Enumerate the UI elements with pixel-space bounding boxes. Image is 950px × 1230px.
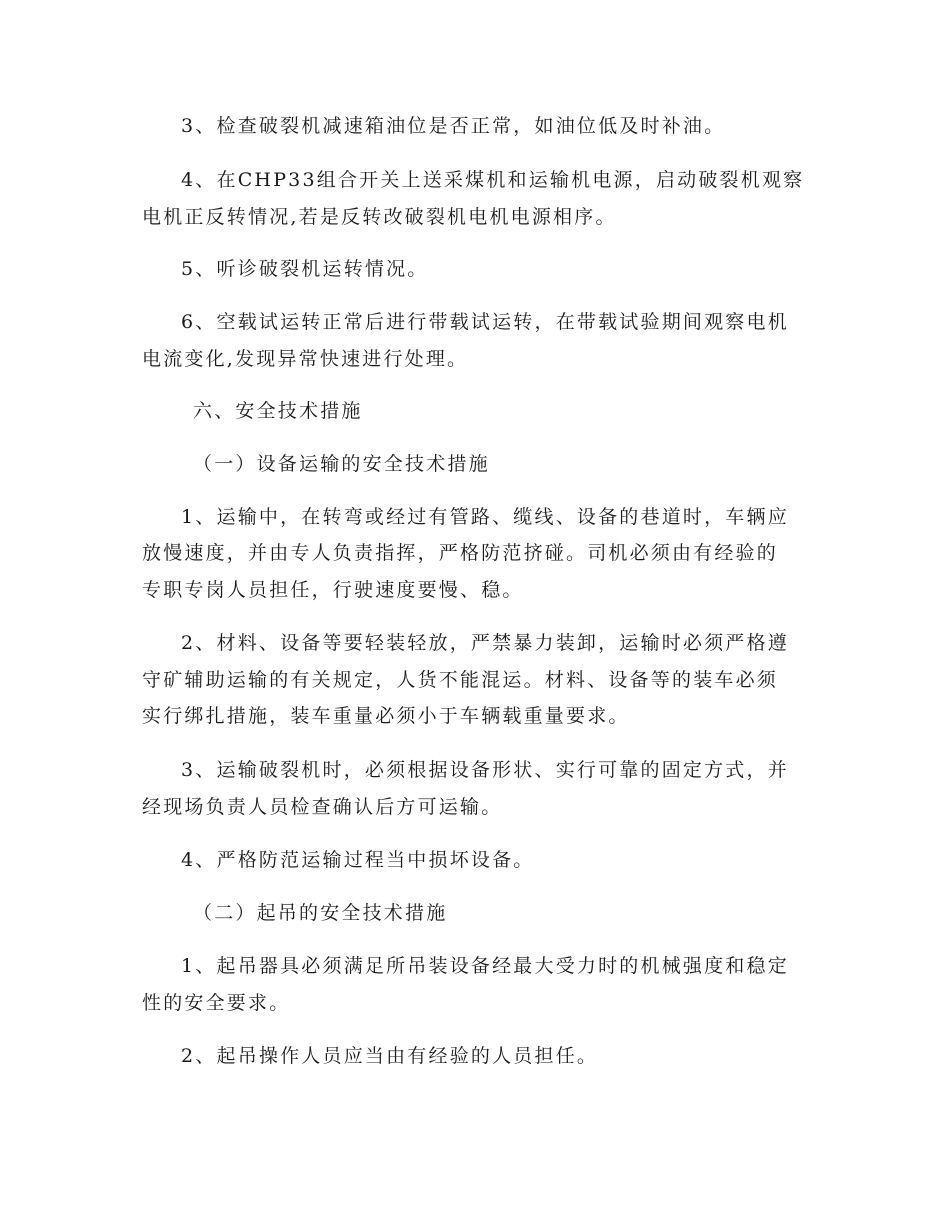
- paragraph-transport-4: 4、严格防范运输过程当中损坏设备。: [181, 849, 535, 871]
- paragraph-transport-2-line-1: 2、材料、设备等要轻装轻放，严禁暴力装卸，运输时必须严格遵: [181, 632, 789, 654]
- paragraph-transport-2-line-3: 实行绑扎措施，装车重量必须小于车辆载重量要求。: [142, 705, 630, 727]
- paragraph-load-test-line-2: 电流变化,发现异常快速进行处理。: [142, 348, 469, 370]
- paragraph-transport-1-line-2: 放慢速度，并由专人负责指挥，严格防范挤碰。司机必须由有经验的: [142, 542, 779, 564]
- paragraph-transport-3-line-2: 经现场负责人员检查确认后方可运输。: [142, 796, 503, 818]
- paragraph-lifting-1-line-2: 性的安全要求。: [142, 992, 291, 1014]
- section-heading-safety: 六、安全技术措施: [193, 400, 363, 422]
- paragraph-lifting-1-line-1: 1、起吊器具必须满足所吊装设备经最大受力时的机械强度和稳定: [181, 955, 789, 977]
- paragraph-listen-running: 5、听诊破裂机运转情况。: [181, 258, 429, 280]
- paragraph-power-start-line-2: 电机正反转情况,若是反转改破裂机电机电源相序。: [142, 206, 617, 228]
- paragraph-transport-3-line-1: 3、运输破裂机时，必须根据设备形状、实行可靠的固定方式，并: [181, 759, 789, 781]
- subsection-heading-lifting: （二）起吊的安全技术措施: [193, 902, 448, 924]
- paragraph-brake-oil-check: 3、检查破裂机减速箱油位是否正常，如油位低及时补油。: [181, 115, 726, 137]
- paragraph-load-test-line-1: 6、空载试运转正常后进行带载试运转，在带载试验期间观察电机: [181, 311, 789, 333]
- subsection-heading-transport: （一）设备运输的安全技术措施: [193, 453, 490, 475]
- paragraph-lifting-2: 2、起吊操作人员应当由有经验的人员担任。: [181, 1045, 599, 1067]
- paragraph-transport-1-line-3: 专职专岗人员担任，行驶速度要慢、稳。: [142, 579, 524, 601]
- paragraph-transport-2-line-2: 守矿辅助运输的有关规定，人货不能混运。材料、设备等的装车必须: [142, 669, 779, 691]
- paragraph-transport-1-line-1: 1、运输中，在转弯或经过有管路、缆线、设备的巷道时，车辆应: [181, 506, 789, 528]
- paragraph-power-start-line-1: 4、在CHP33组合开关上送采煤机和运输机电源，启动破裂机观察: [181, 169, 805, 191]
